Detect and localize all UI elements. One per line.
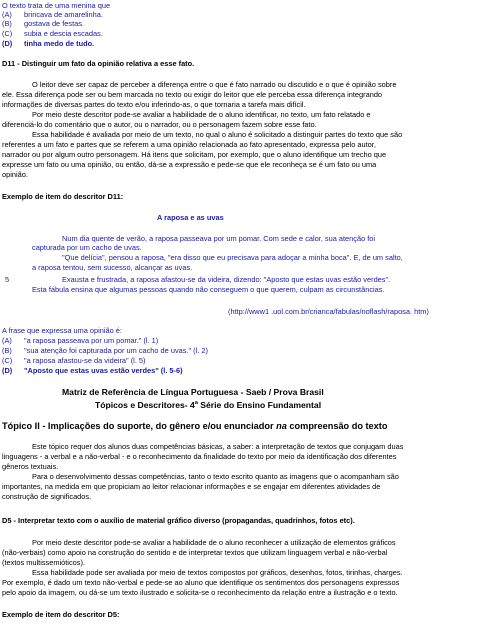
- option-text: "sua atenção foi capturada por um cacho de uvas." (l. 2): [24, 346, 208, 355]
- paragraph-line: linguagens - a verbal e a não-verbal - e o reconhecimento da finalidade do texto por meio da identificação dos diferentes: [2, 452, 397, 461]
- question-stem: O texto trata de uma menina que: [2, 1, 111, 10]
- paragraph-line: Essa habilidade pode ser avaliada por meio de textos compostos por gráficos, desenhos, fotos, tirinhas, charges.: [32, 568, 403, 577]
- paragraph-line: Essa habilidade é avaliada por meio de um texto, no qual o aluno é solicitado a distinguir partes do texto que são: [32, 130, 403, 139]
- paragraph-line: Este tópico requer dos alunos duas competências básicas, a saber: a interpretação de textos que conjugam duas: [32, 442, 404, 451]
- option-key: (A): [2, 10, 12, 19]
- option-text: gostava de festas.: [24, 19, 84, 28]
- option-text: "a raposa afastou-se da videira" (l. 5): [24, 356, 146, 365]
- paragraph-line: Por meio deste descritor pode-se avaliar a habilidade de o aluno reconhecer a utilização de elementos gráficos: [32, 538, 396, 547]
- paragraph-line: (textos multissemióticos).: [2, 558, 85, 567]
- descriptor-heading: D11 - Distinguir um fato da opinião relativa a esse fato.: [2, 59, 195, 68]
- paragraph-line: diferenciá-lo do comentário que o autor, ou o narrador, ou o personagem fazem sobre esse fato.: [2, 120, 317, 129]
- option-key: (B): [2, 19, 12, 28]
- line-number: 5: [5, 275, 10, 284]
- paragraph-line: expresse um fato ou uma opinião, ou então, dá-se a expressão e pede-se que ele reconheça se é um fato ou uma: [2, 160, 377, 169]
- paragraph-line: referentes a um fato e partes que se referem a uma opinião relacionada ao fato apresentado, expressa pelo autor,: [2, 140, 376, 149]
- paragraph-line: opinião.: [2, 170, 28, 179]
- example-label: Exemplo de item do descritor D5:: [2, 610, 120, 619]
- fable-line: Num dia quente de verão, a raposa passeava por um pomar. Com sede e calor, sua atenção foi: [62, 234, 376, 243]
- option-key: (A): [2, 336, 12, 345]
- matrix-title: Matriz de Referência de Língua Portuguesa - Saeb / Prova Brasil: [62, 387, 324, 397]
- paragraph-line: construção de significados.: [2, 492, 92, 501]
- option-text: subia e descia escadas.: [24, 29, 103, 38]
- paragraph-line: Para o desenvolvimento dessas competências, tanto o texto escrito quanto as imagens que o acompanham são: [32, 472, 399, 481]
- paragraph-line: gêneros textuais.: [2, 462, 59, 471]
- fable-line: Esta fábula ensina que algumas pessoas quando não conseguem o que querem, culpam as circunstâncias.: [32, 285, 385, 294]
- option-text-correct: tinha medo de tudo.: [24, 39, 95, 48]
- paragraph-line: Por meio deste descritor pode-se avaliar a habilidade de o aluno identificar, no texto, um fato relatado e: [32, 110, 371, 119]
- fable-title: A raposa e as uvas: [157, 213, 224, 222]
- topic-heading: Tópico II - Implicações do suporte, do gênero e/ou enunciador na compreensão do texto: [2, 421, 388, 431]
- paragraph-line: importantes, na medida em que propiciam ao leitor relacionar informações e se engajar em diferentes atividades de: [2, 482, 381, 491]
- descriptor-heading: D5 - Interpretar texto com o auxílio de material gráfico diverso (propagandas, quadrinhos, fotos etc).: [2, 516, 355, 525]
- example-label: Exemplo de item do descritor D11:: [2, 192, 124, 201]
- paragraph-line: informações de diversas partes do texto e/ou inferindo-as, o que tornaria a tarefa mais difícil.: [2, 100, 306, 109]
- option-key: (D): [2, 39, 13, 48]
- source-citation: (http://www1 .uol.com.br/crianca/fabulas/noflash/raposa. htm): [228, 307, 429, 316]
- question-stem: A frase que expressa uma opinião é:: [2, 326, 122, 335]
- option-key: (B): [2, 346, 12, 355]
- fable-line: "Que delícia", pensou a raposa, "era disso que eu precisava para adoçar a minha boca". E, de um salto,: [62, 253, 403, 262]
- paragraph-line: ele. Essa diferença pode ser ou bem marcada no texto ou exigir do leitor que ele perceba essa diferença integrando: [2, 90, 383, 99]
- fable-line: capturada por um cacho de uvas.: [32, 243, 142, 252]
- option-key: (D): [2, 366, 13, 375]
- option-key: (C): [2, 356, 13, 365]
- option-key: (C): [2, 29, 13, 38]
- option-text: "a raposa passeava por um pomar." (l. 1): [24, 336, 159, 345]
- paragraph-line: narrador ou por algum outro personagem. Há itens que solicitam, por exemplo, que o aluno identifique um trecho que: [2, 150, 387, 159]
- fable-line: a raposa tentou, sem sucesso, alcançar as uvas.: [32, 263, 193, 272]
- paragraph-line: O leitor deve ser capaz de perceber a diferença entre o que é fato narrado ou discutido e o que é opinião sobre: [32, 80, 397, 89]
- option-text-correct: "Aposto que estas uvas estão verdes" (l. 5-6): [24, 366, 183, 375]
- matrix-subtitle: Tópicos e Descritores- 4$^a$ Série do Ensino Fundamental: [95, 400, 322, 410]
- option-text: brincava de amarelinha.: [24, 10, 103, 19]
- fable-line: Exausta e frustrada, a raposa afastou-se da videira, dizendo: "Aposto que estas uvas estão verdes".: [62, 275, 391, 284]
- paragraph-line: Por exemplo, é dado um texto não-verbal e pede-se ao aluno que identifique os sentimentos dos personagens expressos: [2, 578, 400, 587]
- paragraph-line: pelo apoio da imagem, ou dá-se um texto ilustrado e solicita-se o reconhecimento da relação entre a ilustração e o texto.: [2, 588, 398, 597]
- paragraph-line: (não-verbais) como apoio na construção do sentido e de interpretar textos que utilizam linguagem verbal e não-verbal: [2, 548, 388, 557]
